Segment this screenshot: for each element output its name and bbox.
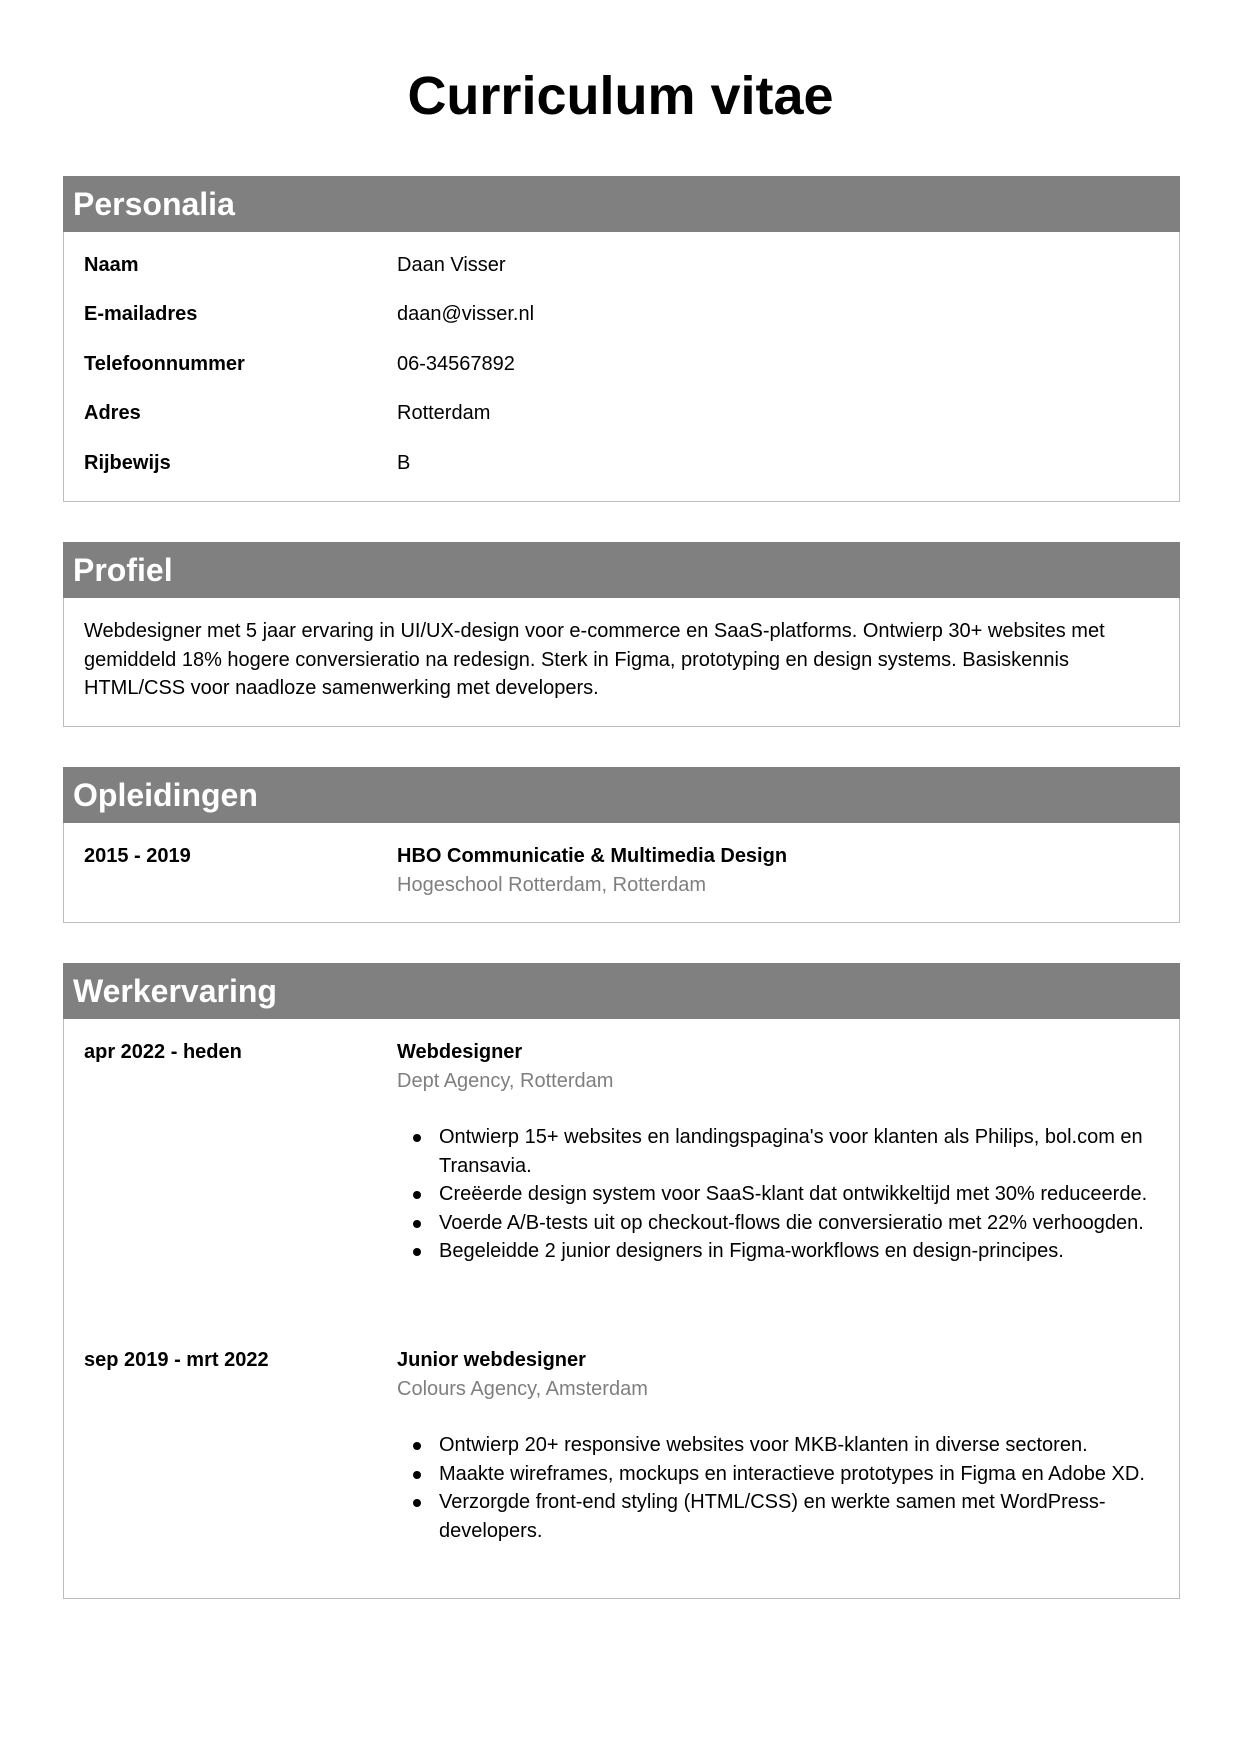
list-item [397,1237,1157,1266]
profiel-header: Profiel [63,542,1180,598]
bullet-dot-icon [413,1248,421,1256]
werkervaring-header: Werkervaring [63,963,1180,1019]
bullet-text: Creëerde design system voor SaaS-klant dat ontwikkeltijd met 30% reduceerde. [439,1183,1148,1205]
bullet-text: Ontwierp 15+ websites en landingspagina's voor klanten als Philips, bol.com en Transavia. [439,1126,1143,1177]
werk-entry [397,1346,1157,1545]
personalia-value-telefoon: 06-34567892 [397,353,515,375]
bullet-dot-icon [413,1191,421,1199]
bullet-text: Ontwierp 20+ responsive websites voor MKB-klanten in diverse sectoren. [439,1434,1088,1456]
personalia-value-rijbewijs: B [397,452,411,474]
list-item [397,1488,1157,1545]
list-item [397,1460,1157,1489]
personalia-label-naam: Naam [84,254,139,276]
bullet-dot-icon [413,1471,421,1479]
opleiding-title: HBO Communicatie & Multimedia Design [397,845,788,867]
werk-period: apr 2022 - heden [84,1041,242,1063]
list-item [397,1180,1157,1209]
list-item [397,1209,1157,1238]
personalia-header: Personalia [63,176,1180,232]
bullet-text: Voerde A/B-tests uit op checkout-flows die conversieratio met 22% verhoogden. [439,1211,1144,1234]
werkervaring-section [63,963,1180,1599]
opleiding-entry [397,842,1157,899]
personalia-value-email: daan@visser.nl [397,303,535,325]
werk-period: sep 2019 - mrt 2022 [84,1349,269,1371]
personalia-value-naam: Daan Visser [397,254,506,276]
personalia-label-email: E-mailadres [84,303,198,325]
bullet-text: Verzorgde front-end styling (HTML/CSS) en werkte samen met WordPress-developers. [439,1491,1106,1542]
bullet-dot-icon [413,1220,421,1228]
opleiding-school: Hogeschool Rotterdam, Rotterdam [397,873,707,896]
personalia-section [63,176,1180,502]
personalia-label-telefoon: Telefoonnummer [84,353,245,375]
profiel-text: Webdesigner met 5 jaar ervaring in UI/UX-design voor e-commerce en SaaS-platforms. Ontwierp 30+ websites met gemiddeld 18% hogere conversieratio na redesign. Sterk in Figma, prototyping en design systems. Basiskennis HTML/CSS voor naadloze samenwerking met developers. [84,620,1105,699]
profiel-section [63,542,1180,727]
werk-company: Dept Agency, Rotterdam [397,1069,614,1092]
werk-bullet-list [397,1431,1157,1545]
bullet-text: Maakte wireframes, mockups en interactieve prototypes in Figma en Adobe XD. [439,1462,1145,1485]
bullet-dot-icon [413,1499,421,1507]
personalia-value-adres: Rotterdam [397,402,491,424]
list-item [397,1123,1157,1180]
page-title: Curriculum vitae [407,66,834,126]
personalia-label-adres: Adres [84,402,141,424]
werk-entry [397,1038,1157,1266]
werk-company: Colours Agency, Amsterdam [397,1377,648,1400]
opleidingen-section [63,767,1180,923]
bullet-dot-icon [413,1442,421,1450]
opleiding-period: 2015 - 2019 [84,845,191,867]
bullet-dot-icon [413,1134,421,1142]
opleidingen-header: Opleidingen [63,767,1180,823]
personalia-label-rijbewijs: Rijbewijs [84,452,171,474]
werk-title: Junior webdesigner [397,1349,586,1371]
werk-title: Webdesigner [397,1041,523,1063]
bullet-text: Begeleidde 2 junior designers in Figma-workflows en design-principes. [439,1240,1064,1262]
werk-bullet-list [397,1123,1157,1266]
list-item [397,1431,1157,1460]
